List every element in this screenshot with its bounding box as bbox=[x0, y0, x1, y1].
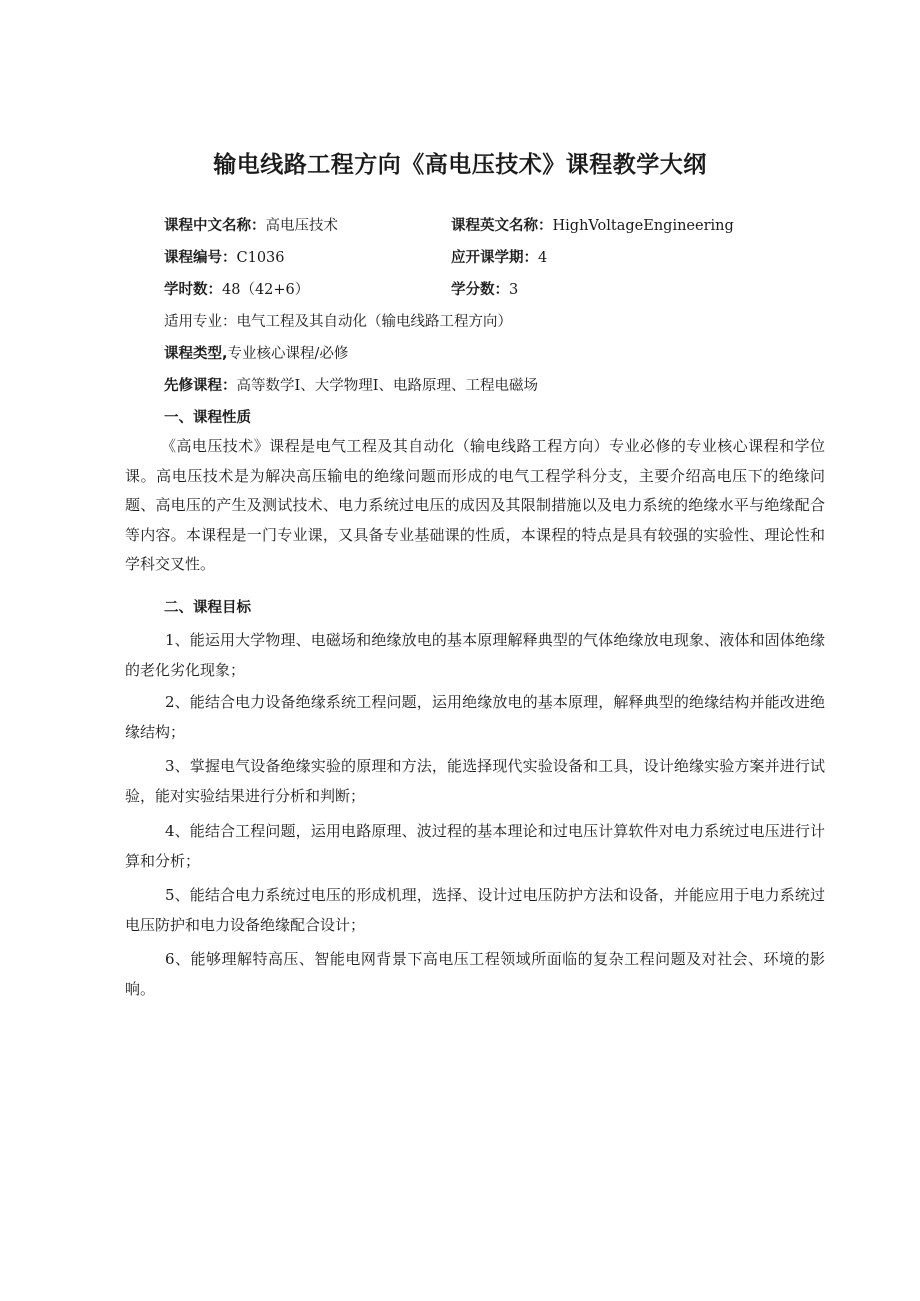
course-code-value: C1036 bbox=[236, 250, 285, 266]
goal-item-2: 2、能结合电力设备绝缘系统工程问题，运用绝缘放电的基本原理，解释典型的绝缘结构并能改进绝缘结构； bbox=[125, 693, 825, 741]
meta-row-hours bbox=[164, 279, 764, 301]
course-major bbox=[164, 311, 512, 333]
section-body-nature: 《高电压技术》课程是电气工程及其自动化（输电线路工程方向）专业必修的专业核心课程和学位课。高电压技术是为解决高压输电的绝缘问题而形成的电气工程学科分支，主要介绍高电压下的绝缘问题、高电压的产生及测试技术、电力系统过电压的成因及其限制措施以及电力系统的绝缘水平与绝缘配合等内容。本课程是一门专业课，又具备专业基础课的性质，本课程的特点是具有较强的实验性、理论性和学科交叉性。 bbox=[125, 437, 825, 573]
meta-row-major bbox=[164, 311, 764, 333]
course-prereq-label: 先修课程： bbox=[164, 378, 237, 394]
course-credits-label: 学分数： bbox=[451, 282, 509, 298]
course-prereq-value: 高等数学Ⅰ、大学物理Ⅰ、电路原理、工程电磁场 bbox=[236, 378, 538, 394]
course-code-label: 课程编号： bbox=[164, 250, 237, 266]
course-type-value: 专业核心课程/必修 bbox=[227, 346, 349, 362]
course-semester-value: 4 bbox=[538, 250, 548, 266]
course-semester bbox=[451, 247, 547, 269]
course-en-name bbox=[451, 215, 734, 237]
course-credits-value: 3 bbox=[509, 282, 519, 298]
course-type bbox=[164, 343, 348, 365]
meta-row-code bbox=[164, 247, 764, 269]
course-prereq bbox=[164, 375, 538, 397]
course-major-label: 适用专业： bbox=[164, 314, 237, 330]
section-heading-nature: 一、课程性质 bbox=[164, 410, 251, 426]
goal-item-6: 6、能够理解特高压、智能电网背景下高电压工程领域所面临的复杂工程问题及对社会、环境的影响。 bbox=[125, 950, 825, 998]
goal-item-3: 3、掌握电气设备绝缘实验的原理和方法，能选择现代实验设备和工具，设计绝缘实验方案并进行试验，能对实验结果进行分析和判断； bbox=[125, 757, 825, 805]
course-credits bbox=[451, 279, 518, 301]
meta-row-names bbox=[164, 215, 764, 237]
page-title: 输电线路工程方向《高电压技术》课程教学大纲 bbox=[213, 152, 707, 178]
course-en-name-value: HighVoltageEngineering bbox=[552, 218, 734, 234]
course-hours-label: 学时数： bbox=[164, 282, 222, 298]
meta-row-prereq bbox=[164, 375, 764, 397]
course-cn-name bbox=[164, 215, 338, 237]
meta-row-type bbox=[164, 343, 764, 365]
section-heading-goals: 二、课程目标 bbox=[164, 600, 251, 616]
goal-item-5: 5、能结合电力系统过电压的形成机理，选择、设计过电压防护方法和设备，并能应用于电力系统过电压防护和电力设备绝缘配合设计； bbox=[125, 886, 825, 934]
course-hours bbox=[164, 279, 309, 301]
goal-item-4: 4、能结合工程问题，运用电路原理、波过程的基本理论和过电压计算软件对电力系统过电压进行计算和分析； bbox=[125, 822, 825, 870]
course-semester-label: 应开课学期： bbox=[451, 250, 538, 266]
course-major-value: 电气工程及其自动化（输电线路工程方向） bbox=[236, 314, 512, 330]
course-cn-name-label: 课程中文名称： bbox=[164, 218, 266, 234]
course-cn-name-value: 高电压技术 bbox=[265, 218, 338, 234]
goal-item-1: 1、能运用大学物理、电磁场和绝缘放电的基本原理解释典型的气体绝缘放电现象、液体和固体绝缘的老化劣化现象； bbox=[125, 631, 825, 679]
course-code bbox=[164, 247, 285, 269]
course-type-label: 课程类型, bbox=[164, 346, 228, 362]
course-en-name-label: 课程英文名称： bbox=[451, 218, 553, 234]
course-hours-value: 48（42+6） bbox=[222, 282, 310, 298]
